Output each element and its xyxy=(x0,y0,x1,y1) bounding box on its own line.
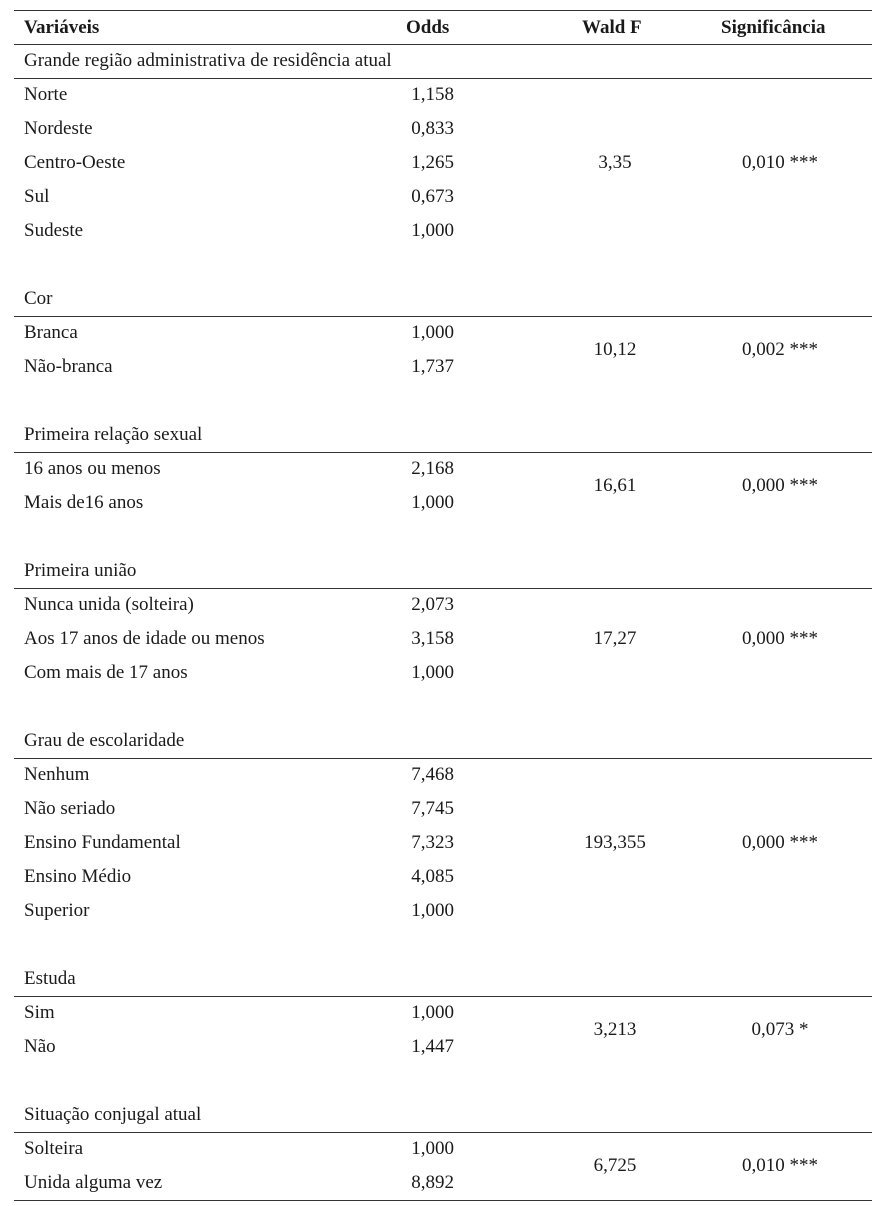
significance-value: 0,010 *** xyxy=(742,1155,818,1176)
row-odds: 1,000 xyxy=(411,220,454,241)
row-odds: 7,323 xyxy=(411,832,454,853)
row-label: Norte xyxy=(24,84,68,105)
row-label: Não xyxy=(24,1036,56,1057)
table-row xyxy=(14,860,872,894)
row-label: Ensino Fundamental xyxy=(24,832,181,853)
row-odds: 2,168 xyxy=(411,458,454,479)
table-row xyxy=(14,894,872,928)
significance-value: 0,000 *** xyxy=(742,628,818,649)
row-label: Nordeste xyxy=(24,118,93,139)
row-odds: 1,000 xyxy=(411,322,454,343)
row-label: Ensino Médio xyxy=(24,866,132,887)
section-title: Grande região administrativa de residência atual xyxy=(24,50,392,71)
section-title: Cor xyxy=(24,288,53,309)
wald-f-value: 3,213 xyxy=(593,1019,637,1040)
row-odds: 3,158 xyxy=(411,628,454,649)
table-row xyxy=(14,792,872,826)
row-label: Solteira xyxy=(24,1138,84,1159)
row-odds: 4,085 xyxy=(411,866,454,887)
table-bottom-rule xyxy=(14,1200,872,1201)
row-odds: 1,447 xyxy=(411,1036,454,1057)
row-label: Branca xyxy=(24,322,78,343)
row-odds: 7,745 xyxy=(411,798,454,819)
table-row xyxy=(14,112,872,146)
significance-value: 0,010 *** xyxy=(742,152,818,173)
row-odds: 1,000 xyxy=(411,1138,454,1159)
row-label: Com mais de 17 anos xyxy=(24,662,188,683)
significance-value: 0,000 *** xyxy=(742,475,818,496)
header-wald: Wald F xyxy=(582,17,642,38)
row-odds: 1,000 xyxy=(411,900,454,921)
section-rule xyxy=(14,1132,872,1133)
table-row xyxy=(14,656,872,690)
row-label: Nenhum xyxy=(24,764,90,785)
wald-f-value: 3,35 xyxy=(598,152,632,173)
row-label: 16 anos ou menos xyxy=(24,458,161,479)
significance-value: 0,000 *** xyxy=(742,832,818,853)
row-odds: 1,737 xyxy=(411,356,454,377)
row-odds: 0,673 xyxy=(411,186,454,207)
row-label: Não-branca xyxy=(24,356,113,377)
row-label: Sudeste xyxy=(24,220,84,241)
wald-f-value: 6,725 xyxy=(593,1155,637,1176)
row-label: Sul xyxy=(24,186,50,207)
row-odds: 2,073 xyxy=(411,594,454,615)
row-odds: 8,892 xyxy=(411,1172,454,1193)
section-title: Primeira relação sexual xyxy=(24,424,203,445)
row-label: Mais de16 anos xyxy=(24,492,144,513)
wald-f-value: 193,355 xyxy=(584,832,646,853)
row-label: Aos 17 anos de idade ou menos xyxy=(24,628,265,649)
header-odds: Odds xyxy=(406,17,450,38)
row-label: Centro-Oeste xyxy=(24,152,126,173)
table-row xyxy=(14,214,872,248)
section-rule xyxy=(14,316,872,317)
table-row xyxy=(14,78,872,112)
table-header xyxy=(14,10,872,44)
row-odds: 7,468 xyxy=(411,764,454,785)
section-title: Estuda xyxy=(24,968,76,989)
header-significancia: Significância xyxy=(721,17,826,38)
wald-f-value: 10,12 xyxy=(593,339,637,360)
row-odds: 1,000 xyxy=(411,492,454,513)
wald-f-value: 16,61 xyxy=(593,475,637,496)
table-row xyxy=(14,180,872,214)
significance-value: 0,073 * xyxy=(751,1019,809,1040)
row-odds: 1,000 xyxy=(411,1002,454,1023)
table-row xyxy=(14,588,872,622)
row-odds: 0,833 xyxy=(411,118,454,139)
row-label: Nunca unida (solteira) xyxy=(24,594,194,615)
row-label: Unida alguma vez xyxy=(24,1172,163,1193)
row-label: Superior xyxy=(24,900,90,921)
section-title: Grau de escolaridade xyxy=(24,730,185,751)
section-rule xyxy=(14,588,872,589)
row-label: Sim xyxy=(24,1002,55,1023)
row-label: Não seriado xyxy=(24,798,116,819)
section-rule xyxy=(14,78,872,79)
significance-value: 0,002 *** xyxy=(742,339,818,360)
row-odds: 1,158 xyxy=(411,84,454,105)
section-title: Primeira união xyxy=(24,560,137,581)
wald-f-value: 17,27 xyxy=(593,628,637,649)
section-rule xyxy=(14,452,872,453)
row-odds: 1,000 xyxy=(411,662,454,683)
header-variaveis: Variáveis xyxy=(24,17,100,38)
table-row xyxy=(14,758,872,792)
row-odds: 1,265 xyxy=(411,152,454,173)
section-rule xyxy=(14,758,872,759)
section-title: Situação conjugal atual xyxy=(24,1104,202,1125)
section-rule xyxy=(14,996,872,997)
